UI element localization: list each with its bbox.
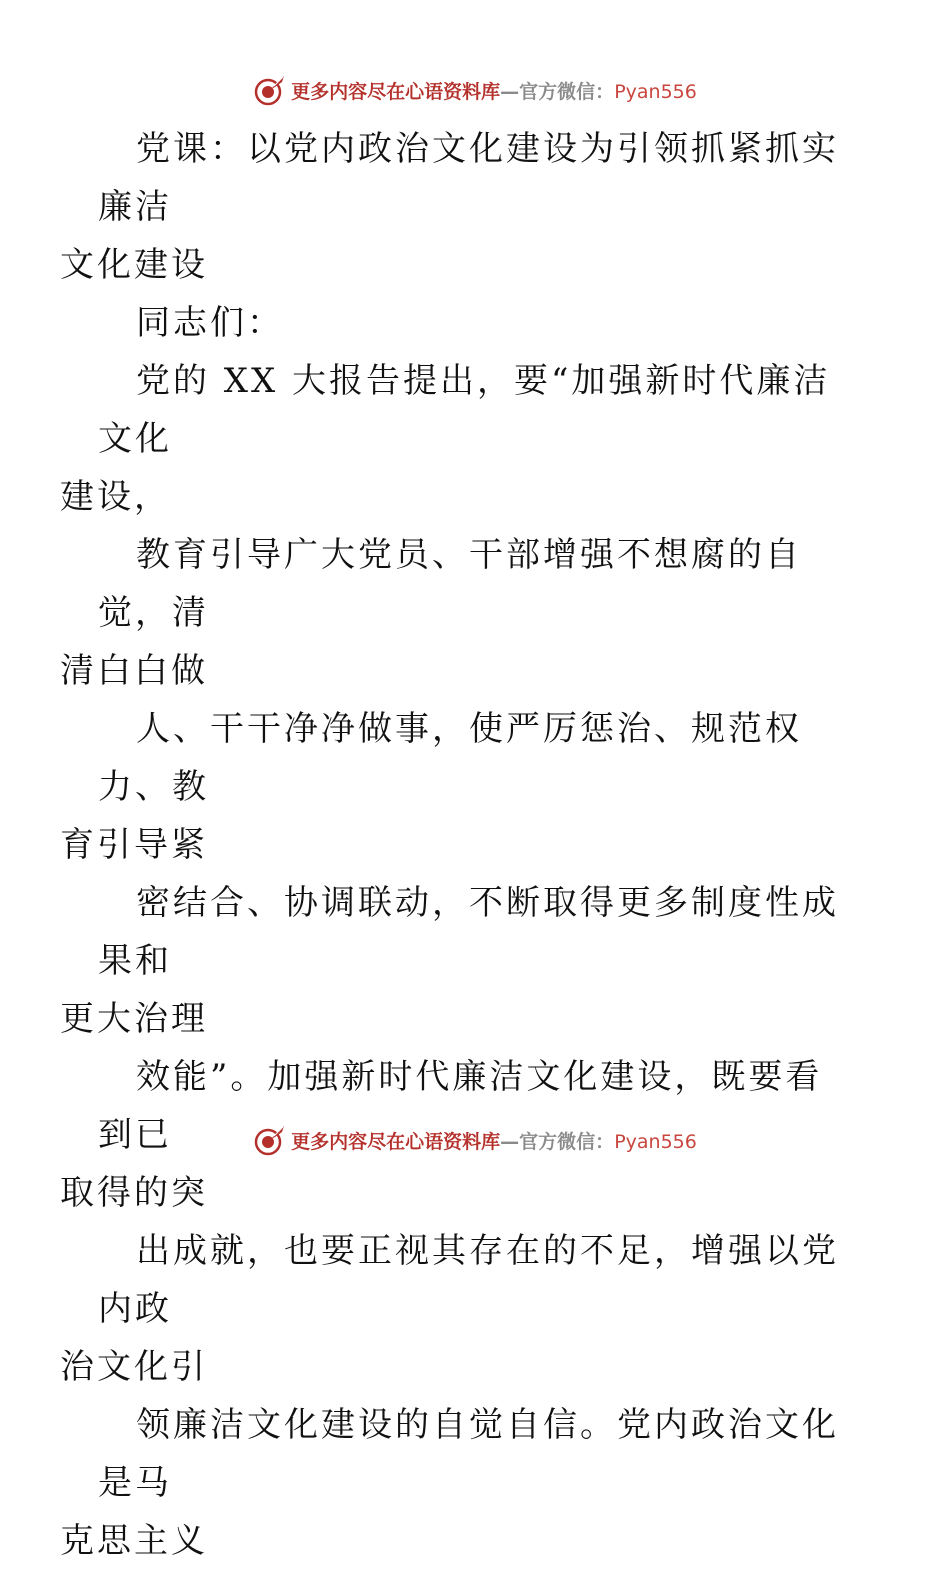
body-paragraph: [60, 1396, 858, 1570]
banner-wechat-label: —官方微信：: [500, 1130, 615, 1153]
paragraph-line: 取得的突: [60, 1173, 208, 1213]
paragraph-line: 建设，: [60, 477, 171, 517]
paragraph-line: 清白白做: [60, 651, 208, 691]
banner-wechat-label: —官方微信：: [500, 80, 615, 103]
footer-banner: [0, 1120, 950, 1160]
banner-text: [291, 77, 697, 104]
title-paragraph: [60, 120, 858, 294]
body-paragraph: [60, 526, 858, 700]
quill-pen-logo-icon: [253, 1123, 287, 1157]
paragraph-line: 教育引导广大党员、干部增强不想腐的自觉，清: [98, 535, 802, 633]
banner-wechat-id: Pyan556: [614, 1130, 697, 1153]
body-paragraph: [60, 874, 858, 1048]
paragraph-line: 育引导紧: [60, 825, 208, 865]
paragraph-line: 治文化引: [60, 1347, 208, 1387]
body-paragraph: [60, 1222, 858, 1396]
paragraph-line: 人、干干净净做事，使严厉惩治、规范权力、教: [98, 709, 802, 807]
banner-text: [291, 1127, 697, 1154]
paragraph-line: 克思主义: [60, 1521, 208, 1561]
document-body: [60, 120, 858, 1570]
paragraph-line: 领廉洁文化建设的自觉自信。党内政治文化是马: [98, 1405, 839, 1503]
banner-site-name: 更多内容尽在心语资料库: [291, 80, 501, 103]
paragraph-line: 出成就，也要正视其存在的不足，增强以党内政: [98, 1231, 839, 1329]
banner-wechat-id: Pyan556: [614, 80, 697, 103]
paragraph-line: 党的 XX 大报告提出，要“加强新时代廉洁文化: [98, 361, 831, 459]
banner-site-name: 更多内容尽在心语资料库: [291, 1130, 501, 1153]
paragraph-line: 更大治理: [60, 999, 208, 1039]
quill-pen-logo-icon: [253, 73, 287, 107]
paragraph-line: 同志们：: [136, 303, 284, 343]
body-paragraph: [60, 700, 858, 874]
paragraph-line: 密结合、协调联动，不断取得更多制度性成果和: [98, 883, 839, 981]
header-banner: [0, 70, 950, 110]
paragraph-line: 党课：以党内政治文化建设为引领抓紧抓实廉洁: [98, 129, 839, 227]
body-paragraph: [60, 352, 858, 526]
salutation-paragraph: [98, 294, 858, 352]
paragraph-line: 效能”。加强新时代廉洁文化建设，既要看到已: [98, 1057, 823, 1155]
paragraph-line: 文化建设: [60, 245, 208, 285]
